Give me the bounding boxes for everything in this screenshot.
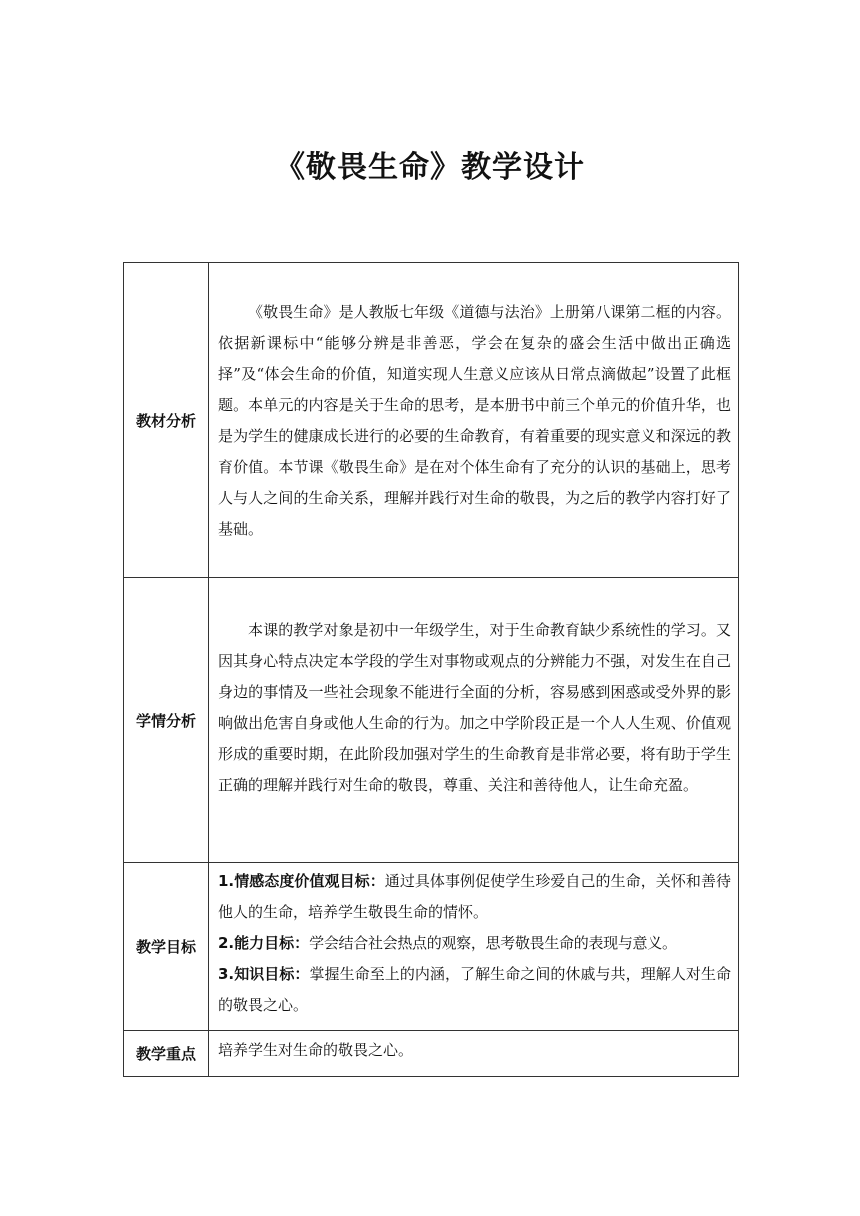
table-row	[124, 1031, 739, 1077]
lesson-plan-table	[123, 262, 739, 1077]
goal-heading: 3.知识目标：	[218, 965, 310, 983]
student-analysis-text: 本课的教学对象是初中一年级学生，对于生命教育缺少系统性的学习。又因其身心特点决定本学段的学生对事物或观点的分辨能力不强，对发生在自己身边的事情及一些社会现象不能进行全面的分析，容易感到困惑或受外界的影响做出危害自身或他人生命的行为。加之中学阶段正是一个人人生观、价值观形成的重要时期，在此阶段加强对学生的生命教育是非常必要，将有助于学生正确的理解并践行对生命的敬畏，尊重、关注和善待他人，让生命充盈。	[218, 621, 731, 794]
goal-item	[218, 959, 731, 1021]
goal-text: 通过具体事例促使学生珍爱自己的生命，关怀和善待他人的生命，培养学生敬畏生命的情怀。	[218, 872, 731, 921]
table-row	[124, 263, 739, 578]
goal-text: 掌握生命至上的内涵，了解生命之间的休戚与共，理解人对生命的敬畏之心。	[218, 965, 731, 1014]
row-content-focus	[209, 1031, 739, 1077]
row-content-students	[209, 578, 739, 863]
row-label-students: 学情分析	[124, 578, 209, 863]
goal-item	[218, 866, 731, 928]
focus-text: 培养学生对生命的敬畏之心。	[218, 1041, 414, 1059]
row-content-goals	[209, 863, 739, 1031]
table-row	[124, 578, 739, 863]
goal-text: 学会结合社会热点的观察，思考敬畏生命的表现与意义。	[309, 934, 677, 952]
row-content-material	[209, 263, 739, 578]
material-analysis-text: 《敬畏生命》是人教版七年级《道德与法治》上册第八课第二框的内容。依据新课标中“能够分辨是非善恶，学会在复杂的盛会生活中做出正确选择”及“体会生命的价值，知道实现人生意义应该从日常点滴做起”设置了此框题。本单元的内容是关于生命的思考，是本册书中前三个单元的价值升华，也是为学生的健康成长进行的必要的生命教育，有着重要的现实意义和深远的教育价值。本节课《敬畏生命》是在对个体生命有了充分的认识的基础上，思考人与人之间的生命关系，理解并践行对生命的敬畏，为之后的教学内容打好了基础。	[218, 303, 731, 538]
row-label-goals: 教学目标	[124, 863, 209, 1031]
row-label-focus: 教学重点	[124, 1031, 209, 1077]
goal-item	[218, 928, 731, 959]
page-title: 《敬畏生命》教学设计	[275, 150, 585, 185]
goal-heading: 2.能力目标：	[218, 934, 310, 952]
row-label-material: 教材分析	[124, 263, 209, 578]
goal-heading: 1.情感态度价值观目标：	[218, 872, 385, 890]
table-row	[124, 863, 739, 1031]
